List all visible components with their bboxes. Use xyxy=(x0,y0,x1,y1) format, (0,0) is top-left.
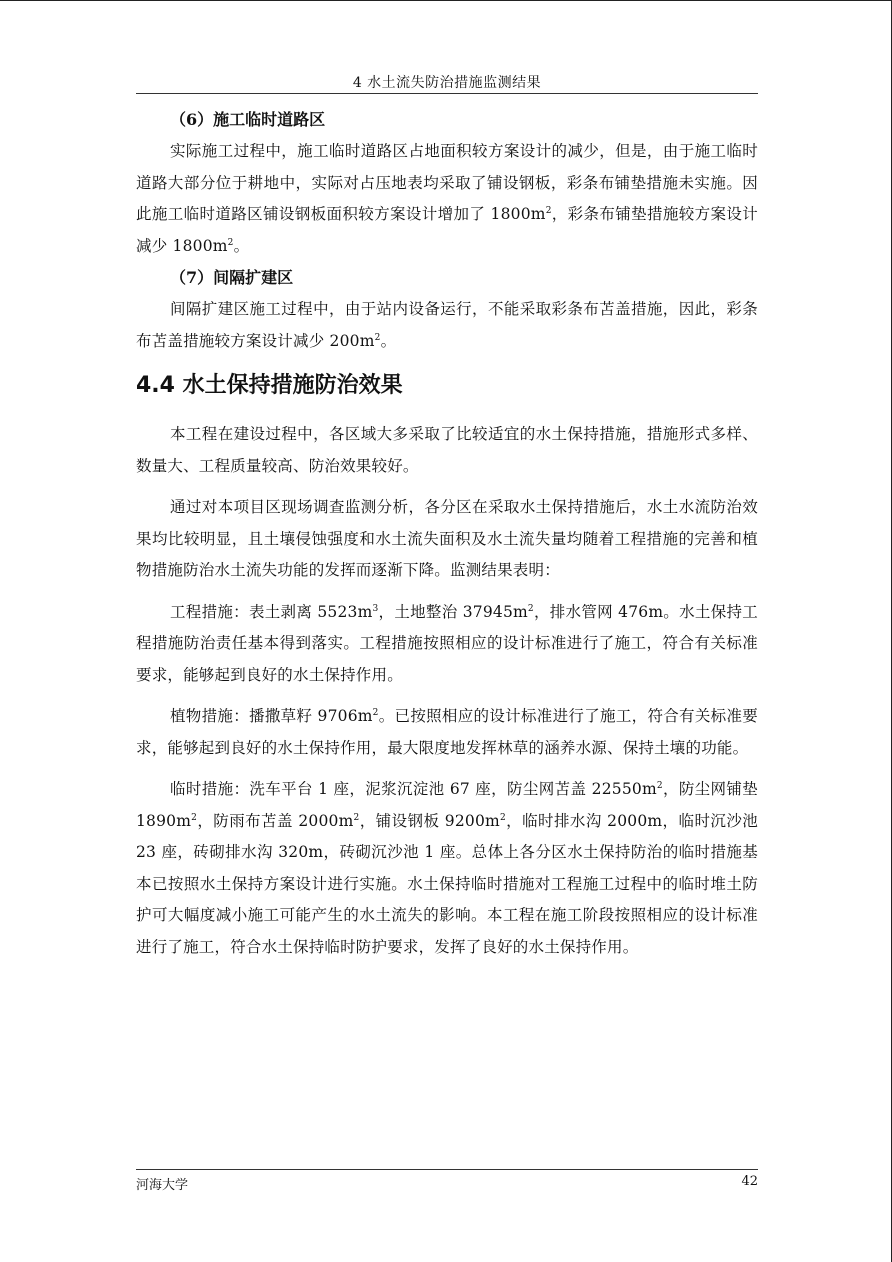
text-run: 。已按照相应的设计标准进行了施工，符合有关标准要求，能够起到良好的水土保持作用，最大限度地发挥林草的涵养水源、保持土壤的功能。 xyxy=(136,707,758,757)
text-run: ，土地整治 37945m xyxy=(378,602,528,621)
text-run: ，彩条布铺垫措施较方案设计减少 1800m xyxy=(136,205,758,255)
running-header: 4 水土流失防治措施监测结果 xyxy=(352,75,542,91)
superscript: 2 xyxy=(353,812,360,823)
text-run: ，防雨布苫盖 2000m xyxy=(197,811,354,830)
text-run: ，铺设钢板 9200m xyxy=(359,811,500,830)
superscript: 2 xyxy=(372,707,379,718)
subheading-bay-extension-area: （7）间隔扩建区 xyxy=(170,268,294,287)
paragraph-analysis: 通过对本项目区现场调查监测分析，各分区在采取水土保持措施后，水土水流防治效果均比较明显，且土壤侵蚀强度和水土流失面积及水土流失量均随着工程措施的完善和植物措施防治水土流失功能的发挥而逐渐下降。监测结果表明： xyxy=(136,498,758,579)
text-run: 植物措施：播撒草籽 9706m xyxy=(170,707,373,725)
superscript: 2 xyxy=(227,237,234,248)
superscript: 2 xyxy=(545,205,552,216)
text-run: ，临时排水沟 2000m，临时沉沙池 23 座，砖砌排水沟 320m，砖砌沉沙池 1 座。总体上各分区水土保持防治的临时措施基本已按照水土保持方案设计进行实施。水土保持临时措施对工程施工过程中的临时堆土防护可大幅度减小施工可能产生的水土流失的影响。本工程在施工阶段按照相应的设计标准进行了施工，符合水土保持临时防护要求，发挥了良好的水土保持作用。 xyxy=(136,811,758,956)
header-rule xyxy=(136,93,758,94)
paragraph-intro: 本工程在建设过程中，各区域大多采取了比较适宜的水土保持措施，措施形式多样、数量大、工程质量较高、防治效果较好。 xyxy=(136,425,758,475)
paragraph-vegetation-measures xyxy=(136,701,758,764)
footer-institution: 河海大学 xyxy=(136,1178,189,1193)
text-run: ，防尘网铺垫 1890m xyxy=(136,780,758,830)
text-run: 。 xyxy=(233,236,250,255)
superscript: 2 xyxy=(499,812,506,823)
page-border-top xyxy=(0,0,892,1)
superscript: 2 xyxy=(656,780,663,791)
paragraph-temporary-measures xyxy=(136,774,758,963)
text-run: 。 xyxy=(380,331,397,350)
superscript: 2 xyxy=(374,332,381,343)
superscript: 2 xyxy=(191,812,198,823)
superscript: 2 xyxy=(527,603,534,614)
superscript: 3 xyxy=(372,603,379,614)
paragraph-engineering-measures xyxy=(136,597,758,692)
section-heading-4-4: 4.4 水土保持措施防治效果 xyxy=(136,373,403,398)
footer-rule xyxy=(136,1169,758,1170)
paragraph-temporary-road-area xyxy=(136,136,758,262)
paragraph-bay-extension-area xyxy=(136,294,758,357)
text-run: 实际施工过程中，施工临时道路区占地面积较方案设计的减少，但是，由于施工临时道路大部分位于耕地中，实际对占压地表均采取了铺设钢板，彩条布铺垫措施未实施。因此施工临时道路区铺设钢板面积较方案设计增加了 1800m xyxy=(136,142,758,223)
page-body xyxy=(136,104,758,963)
subheading-temporary-road-area: （6）施工临时道路区 xyxy=(170,110,326,129)
text-run: 间隔扩建区施工过程中，由于站内设备运行，不能采取彩条布苫盖措施，因此，彩条布苫盖措施较方案设计减少 200m xyxy=(136,300,758,350)
page-number: 42 xyxy=(741,1174,758,1189)
text-run: ，排水管网 476m。水土保持工程措施防治责任基本得到落实。工程措施按照相应的设计标准进行了施工，符合有关标准要求，能够起到良好的水土保持作用。 xyxy=(136,602,758,684)
text-run: 工程措施：表土剥离 5523m xyxy=(170,602,373,621)
text-run: 临时措施：洗车平台 1 座，泥浆沉淀池 67 座，防尘网苫盖 22550m xyxy=(170,780,657,798)
